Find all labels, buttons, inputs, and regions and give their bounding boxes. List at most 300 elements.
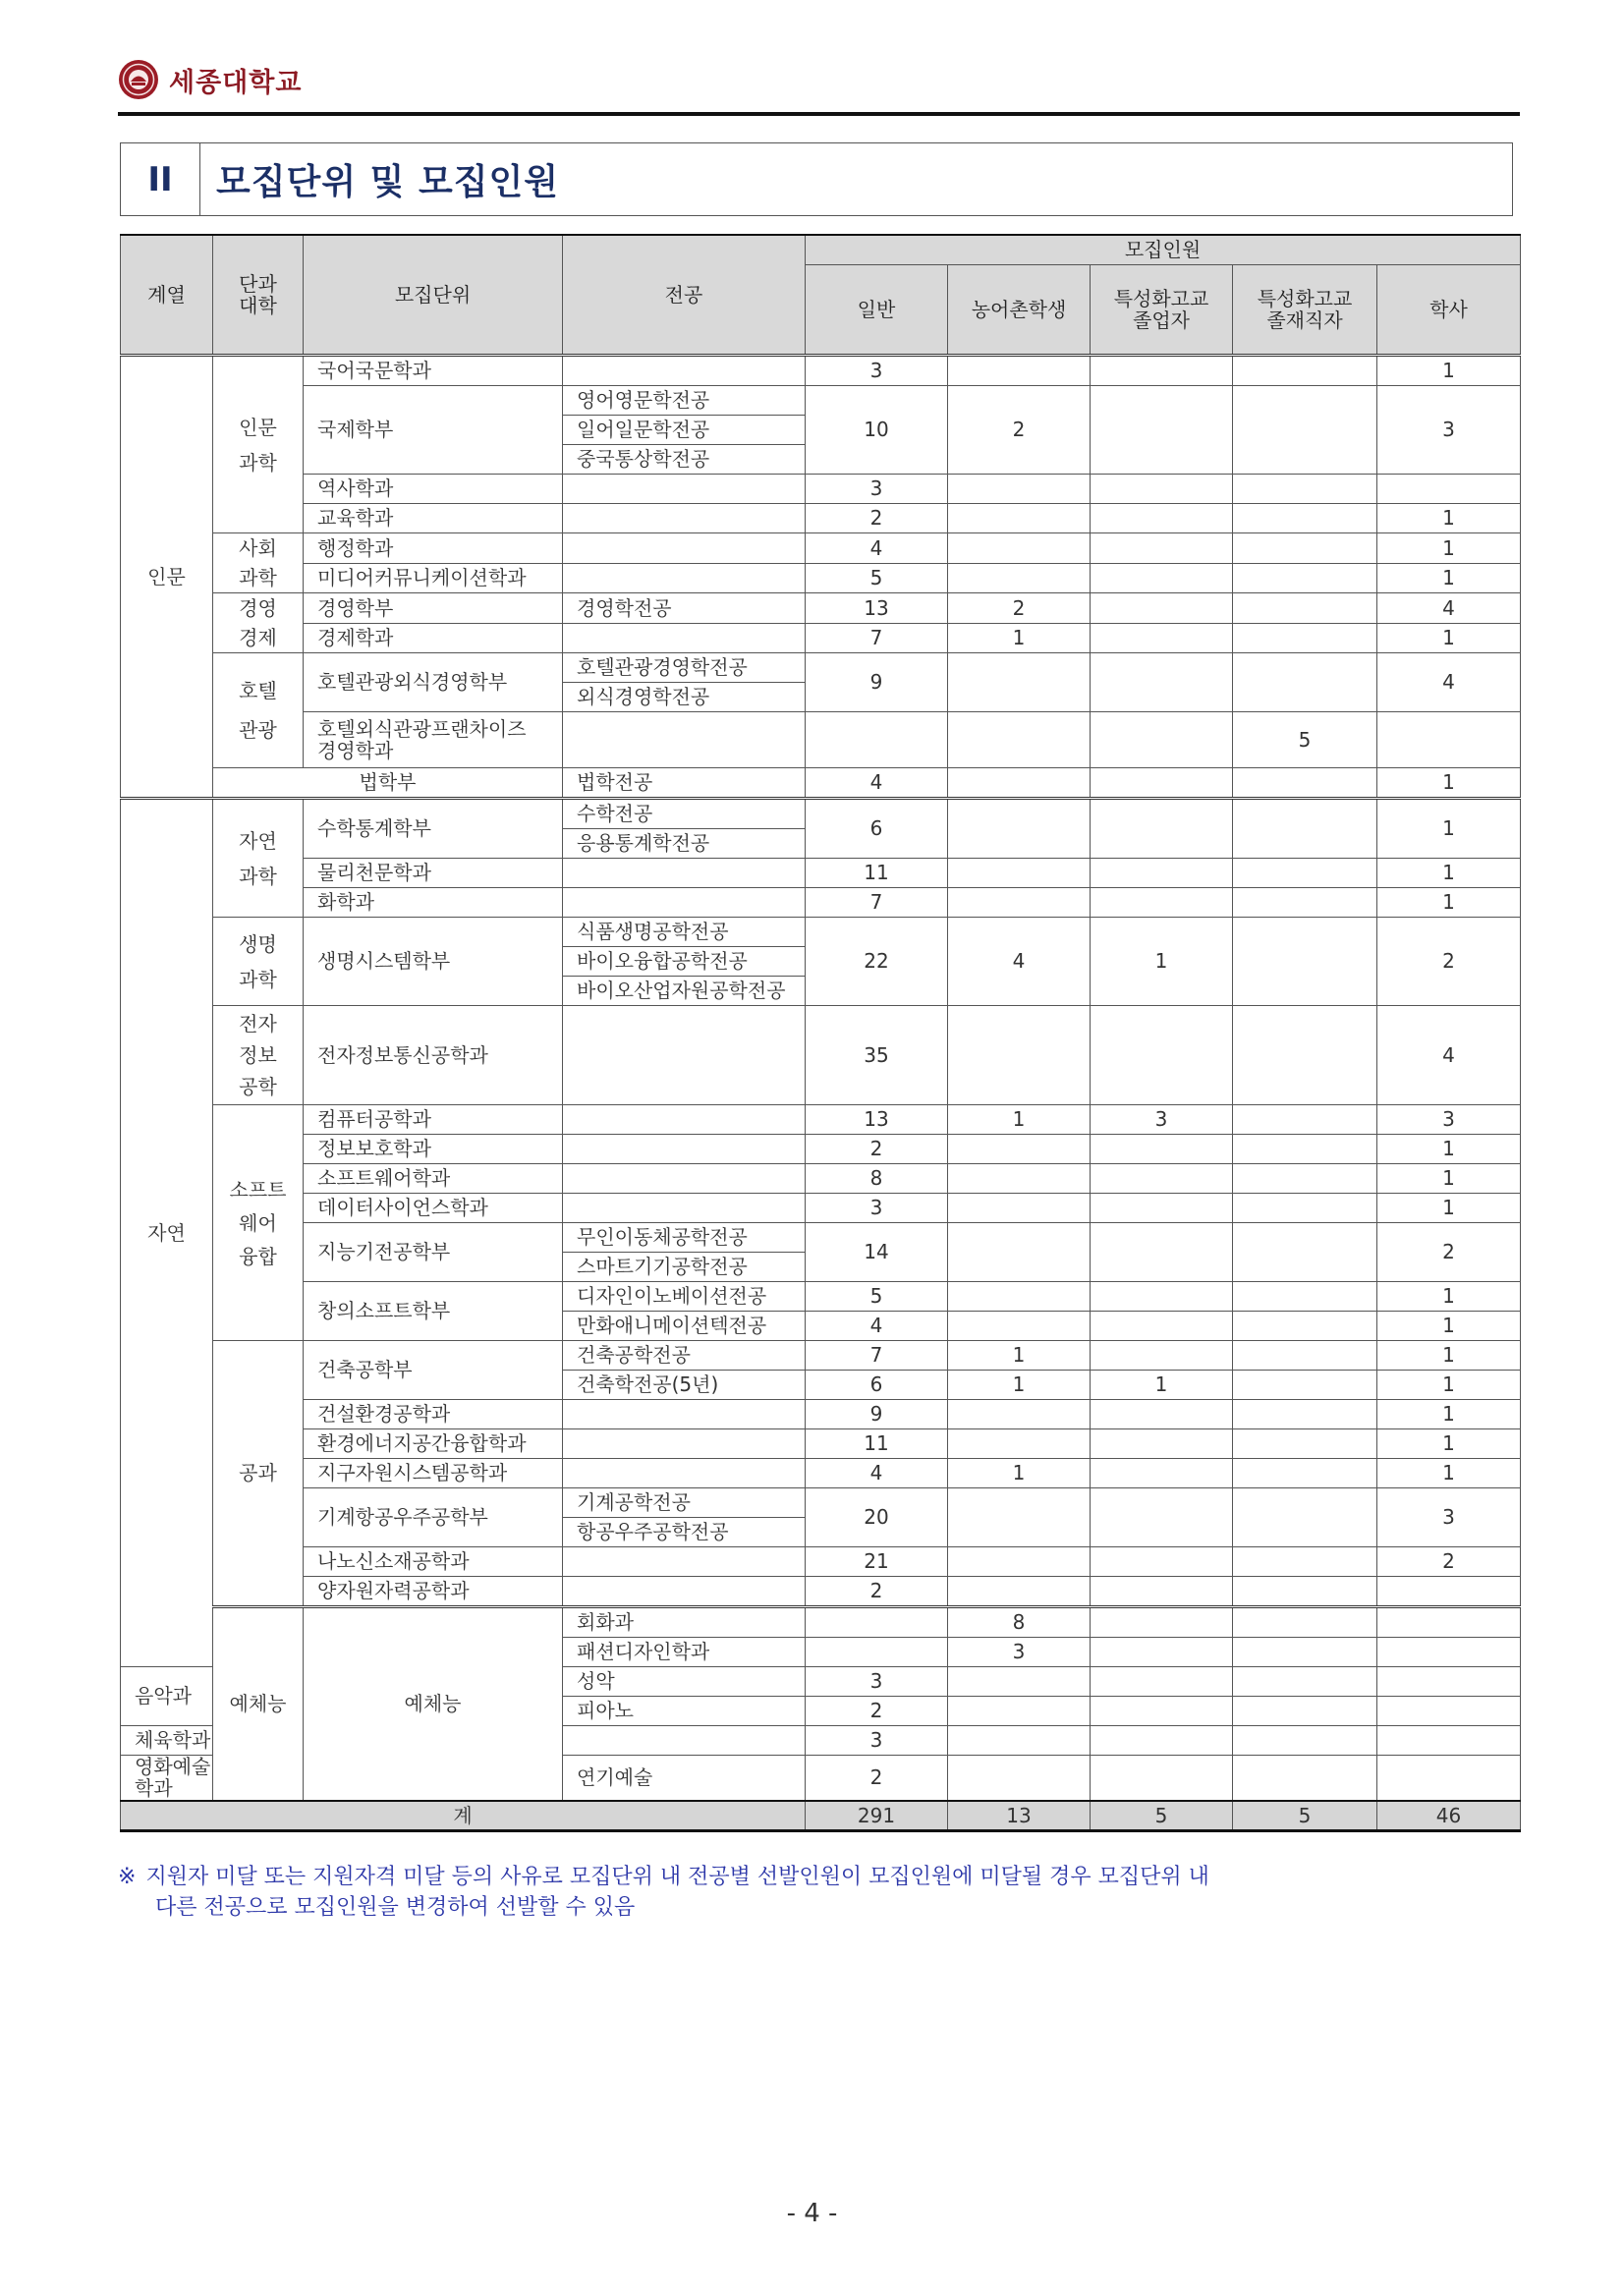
- voc-grad-cell: [1091, 1488, 1233, 1547]
- college-life-science: 생명 과학: [213, 918, 304, 1006]
- general-cell: 4: [806, 1459, 948, 1488]
- rural-cell: [948, 1756, 1091, 1801]
- rural-cell: [948, 504, 1091, 533]
- major-cell: 수학전공: [563, 799, 806, 829]
- unit-cell: 화학과: [304, 888, 563, 918]
- bachelor-cell: 1: [1377, 1282, 1521, 1312]
- major-cell: 성악: [563, 1667, 806, 1697]
- unit-cell: 회화과: [563, 1607, 806, 1638]
- rural-cell: [948, 1667, 1091, 1697]
- voc-emp-cell: [1233, 1577, 1377, 1607]
- unit-cell: 창의소프트학부: [304, 1282, 563, 1341]
- bachelor-cell: 2: [1377, 1547, 1521, 1577]
- bachelor-cell: 4: [1377, 593, 1521, 624]
- bachelor-cell: 4: [1377, 653, 1521, 712]
- voc-emp-cell: [1233, 1164, 1377, 1194]
- bachelor-cell: 1: [1377, 888, 1521, 918]
- rural-cell: [1091, 1638, 1233, 1667]
- university-name: 세종대학교: [169, 67, 303, 98]
- major-cell: [563, 1006, 806, 1105]
- major-cell: 건축학전공(5년): [563, 1371, 806, 1400]
- voc-grad-cell: [1233, 1638, 1377, 1667]
- unit-cell: 물리천문학과: [304, 859, 563, 888]
- voc-grad-cell: 1: [1091, 918, 1233, 1006]
- major-cell: 만화애니메이션텍전공: [563, 1312, 806, 1341]
- major-cell: [563, 356, 806, 386]
- voc-grad-cell: [1091, 1341, 1233, 1371]
- general-cell: 4: [806, 1312, 948, 1341]
- rural-cell: [948, 1697, 1091, 1726]
- header-unit: 모집단위: [304, 235, 563, 356]
- header-voc-employed: 특성화고교 졸재직자: [1233, 265, 1377, 356]
- reference-mark: ※: [118, 1865, 137, 1889]
- unit-cell: 건축공학부: [304, 1341, 563, 1400]
- voc-emp-cell: [1233, 1006, 1377, 1105]
- general-cell: 13: [806, 593, 948, 624]
- bachelor-cell: 1: [1377, 1341, 1521, 1371]
- general-cell: 35: [806, 1006, 948, 1105]
- rural-cell: [948, 1135, 1091, 1164]
- rural-cell: [948, 475, 1091, 504]
- major-cell: [563, 1194, 806, 1223]
- major-cell: [563, 1726, 806, 1756]
- major-cell: [563, 1400, 806, 1429]
- field-humanities: 인문: [121, 356, 213, 799]
- unit-cell: 데이터사이언스학과: [304, 1194, 563, 1223]
- general-cell: 7: [806, 888, 948, 918]
- bachelor-cell: 2: [1377, 1223, 1521, 1282]
- footnote-line-1: [118, 1862, 1493, 1892]
- general-cell: 14: [806, 1223, 948, 1282]
- total-bachelor: 46: [1377, 1801, 1521, 1831]
- page-number: - 4 -: [786, 2199, 838, 2228]
- major-cell: 바이오융합공학전공: [563, 947, 806, 977]
- major-cell: [563, 888, 806, 918]
- unit-cell: 미디어커뮤니케이션학과: [304, 563, 563, 593]
- unit-cell: 컴퓨터공학과: [304, 1105, 563, 1135]
- header-voc-grad: 특성화고교 졸업자: [1091, 265, 1233, 356]
- rural-cell: [948, 859, 1091, 888]
- major-cell: 외식경영학전공: [563, 683, 806, 712]
- voc-emp-cell: [1233, 1135, 1377, 1164]
- unit-cell: 행정학과: [304, 533, 563, 564]
- footnote-text-2: 다른 전공으로 모집인원을 변경하여 선발할 수 있음: [155, 1895, 636, 1920]
- bachelor-cell: 3: [1377, 1488, 1521, 1547]
- rural-cell: [948, 1726, 1091, 1756]
- rural-cell: 4: [948, 918, 1091, 1006]
- bachelor-cell: 1: [1377, 1371, 1521, 1400]
- major-cell: 무인이동체공학전공: [563, 1223, 806, 1253]
- bachelor-cell: [1377, 1667, 1521, 1697]
- general-cell: 3: [806, 1194, 948, 1223]
- bachelor-cell: [1377, 1577, 1521, 1607]
- rural-cell: [948, 1312, 1091, 1341]
- major-cell: 응용통계학전공: [563, 829, 806, 859]
- section-number: II: [121, 143, 200, 215]
- general-cell: 20: [806, 1488, 948, 1547]
- major-cell: 바이오산업자원공학전공: [563, 977, 806, 1006]
- voc-grad-cell: [1091, 653, 1233, 712]
- unit-cell: 건설환경공학과: [304, 1400, 563, 1429]
- total-label: 계: [121, 1801, 806, 1831]
- rural-cell: [948, 1282, 1091, 1312]
- general-cell: 5: [806, 563, 948, 593]
- major-cell: [563, 623, 806, 653]
- unit-cell: 패션디자인학과: [563, 1638, 806, 1667]
- voc-grad-cell: 1: [1091, 1371, 1233, 1400]
- college-hotel: 호텔 관광: [213, 653, 304, 768]
- bachelor-cell: 1: [1377, 533, 1521, 564]
- voc-emp-cell: [1233, 1726, 1377, 1756]
- major-cell: [563, 1459, 806, 1488]
- bachelor-cell: 1: [1377, 504, 1521, 533]
- voc-grad-cell: [1091, 859, 1233, 888]
- rural-cell: 2: [948, 386, 1091, 475]
- voc-grad-cell: [1091, 1400, 1233, 1429]
- major-cell: 피아노: [563, 1697, 806, 1726]
- unit-cell: 지구자원시스템공학과: [304, 1459, 563, 1488]
- voc-emp-cell: [1377, 1607, 1521, 1638]
- unit-cell: 정보보호학과: [304, 1135, 563, 1164]
- voc-grad-cell: [1091, 1194, 1233, 1223]
- general-cell: 3: [806, 1726, 948, 1756]
- university-seal-icon: [118, 59, 159, 100]
- general-cell: 5: [806, 1282, 948, 1312]
- major-cell: [563, 1164, 806, 1194]
- voc-emp-cell: [1233, 799, 1377, 859]
- unit-cell: 소프트웨어학과: [304, 1164, 563, 1194]
- major-cell: 영어영문학전공: [563, 386, 806, 416]
- voc-grad-cell: 3: [1091, 1105, 1233, 1135]
- field-natural: 자연: [121, 799, 213, 1667]
- field-arts: 예체능: [213, 1607, 304, 1801]
- section-title-box: [120, 142, 1513, 216]
- voc-emp-cell: [1233, 918, 1377, 1006]
- total-rural: 13: [948, 1801, 1091, 1831]
- header-major: 전공: [563, 235, 806, 356]
- major-cell: [806, 1638, 948, 1667]
- major-cell: 연기예술: [563, 1756, 806, 1801]
- voc-emp-cell: [1233, 768, 1377, 799]
- college-electronics: 전자 정보 공학: [213, 1006, 304, 1105]
- general-cell: 3: [806, 475, 948, 504]
- voc-emp-cell: [1233, 1459, 1377, 1488]
- bachelor-cell: [1377, 475, 1521, 504]
- general-cell: 3: [806, 1667, 948, 1697]
- voc-emp-cell: [1233, 593, 1377, 624]
- bachelor-cell: 2: [1377, 918, 1521, 1006]
- rural-cell: [948, 356, 1091, 386]
- major-cell: [563, 1429, 806, 1459]
- voc-emp-cell: [1233, 1223, 1377, 1282]
- rural-cell: [948, 1547, 1091, 1577]
- rural-cell: [948, 1577, 1091, 1607]
- voc-grad-cell: [1091, 799, 1233, 859]
- general-cell: [806, 712, 948, 768]
- general-cell: 6: [806, 799, 948, 859]
- general-cell: 2: [806, 1697, 948, 1726]
- bachelor-cell: [1377, 1697, 1521, 1726]
- unit-cell: 교육학과: [304, 504, 563, 533]
- voc-grad-cell: [1091, 1282, 1233, 1312]
- bachelor-cell: 1: [1377, 859, 1521, 888]
- major-cell: 디자인이노베이션전공: [563, 1282, 806, 1312]
- header-bachelor: 학사: [1377, 265, 1521, 356]
- voc-grad-cell: [1091, 1756, 1233, 1801]
- bachelor-cell: 1: [1377, 1164, 1521, 1194]
- general-cell: 4: [806, 768, 948, 799]
- general-cell: 13: [806, 1105, 948, 1135]
- rural-cell: [948, 1429, 1091, 1459]
- rural-cell: [948, 533, 1091, 564]
- header-quota: 모집인원: [806, 235, 1521, 265]
- general-cell: 10: [806, 386, 948, 475]
- voc-emp-cell: [1233, 888, 1377, 918]
- bachelor-cell: 1: [1377, 563, 1521, 593]
- major-cell: 경영학전공: [563, 593, 806, 624]
- general-cell: 2: [806, 1756, 948, 1801]
- voc-emp-cell: [1233, 563, 1377, 593]
- college-natural-science: 자연 과학: [213, 799, 304, 918]
- major-cell: [563, 1105, 806, 1135]
- general-cell: 6: [806, 1371, 948, 1400]
- general-cell: 11: [806, 1429, 948, 1459]
- voc-grad-cell: [1091, 593, 1233, 624]
- footnote-text-1: 지원자 미달 또는 지원자격 미달 등의 사유로 모집단위 내 전공별 선발인원이 모집인원에 미달될 경우 모집단위 내: [145, 1865, 1209, 1889]
- voc-grad-cell: [1091, 623, 1233, 653]
- voc-grad-cell: [1091, 475, 1233, 504]
- voc-emp-cell: [1233, 1547, 1377, 1577]
- page-header: [118, 57, 302, 102]
- voc-grad-cell: [1091, 533, 1233, 564]
- unit-cell: 체육학과: [121, 1726, 213, 1756]
- unit-cell: 음악과: [121, 1667, 213, 1726]
- unit-cell: 호텔관광외식경영학부: [304, 653, 563, 712]
- major-cell: [563, 533, 806, 564]
- college-software: 소프트 웨어 융합: [213, 1105, 304, 1341]
- voc-grad-cell: [1091, 1667, 1233, 1697]
- voc-grad-cell: [1091, 1223, 1233, 1282]
- bachelor-cell: 1: [1377, 799, 1521, 859]
- voc-grad-cell: [1233, 1607, 1377, 1638]
- major-cell: 기계공학전공: [563, 1488, 806, 1518]
- voc-emp-cell: [1377, 1638, 1521, 1667]
- bachelor-cell: 1: [1377, 1429, 1521, 1459]
- voc-emp-cell: [1233, 653, 1377, 712]
- rural-cell: 1: [948, 1341, 1091, 1371]
- voc-grad-cell: [1091, 768, 1233, 799]
- header-general: 일반: [806, 265, 948, 356]
- rural-cell: [948, 1164, 1091, 1194]
- total-voc-emp: 5: [1233, 1801, 1377, 1831]
- bachelor-cell: [1377, 712, 1521, 768]
- voc-grad-cell: [1091, 888, 1233, 918]
- voc-emp-cell: [1233, 1312, 1377, 1341]
- general-cell: 8: [948, 1607, 1091, 1638]
- voc-emp-cell: [1233, 475, 1377, 504]
- bachelor-cell: 3: [1377, 386, 1521, 475]
- unit-cell: 영화예술학과: [121, 1756, 213, 1801]
- rural-cell: [1091, 1607, 1233, 1638]
- voc-emp-cell: [1233, 356, 1377, 386]
- general-cell: 2: [806, 1135, 948, 1164]
- bachelor-cell: 1: [1377, 1312, 1521, 1341]
- general-cell: 22: [806, 918, 948, 1006]
- general-cell: 2: [806, 504, 948, 533]
- voc-emp-cell: [1233, 1429, 1377, 1459]
- voc-grad-cell: [1091, 1726, 1233, 1756]
- voc-emp-cell: [1233, 1194, 1377, 1223]
- recruitment-table: [120, 234, 1521, 1832]
- unit-cell: 지능기전공학부: [304, 1223, 563, 1282]
- major-cell: [563, 475, 806, 504]
- rural-cell: [948, 563, 1091, 593]
- section-title: 모집단위 및 모집인원: [216, 162, 560, 202]
- general-cell: 7: [806, 1341, 948, 1371]
- rural-cell: [948, 1223, 1091, 1282]
- rural-cell: 1: [948, 1371, 1091, 1400]
- general-cell: 4: [806, 533, 948, 564]
- voc-emp-cell: [1233, 386, 1377, 475]
- college-humanities: 인문 과학: [213, 356, 304, 533]
- voc-grad-cell: [1091, 1312, 1233, 1341]
- unit-cell: 국제학부: [304, 386, 563, 475]
- bachelor-cell: 3: [1377, 1105, 1521, 1135]
- voc-grad-cell: [1091, 1006, 1233, 1105]
- college-engineering: 공과: [213, 1341, 304, 1607]
- voc-emp-cell: [1233, 533, 1377, 564]
- voc-grad-cell: [1091, 504, 1233, 533]
- total-voc-grad: 5: [1091, 1801, 1233, 1831]
- general-cell: 11: [806, 859, 948, 888]
- voc-grad-cell: [1091, 1164, 1233, 1194]
- header-field: 계열: [121, 235, 213, 356]
- major-cell: [806, 1607, 948, 1638]
- major-cell: 호텔관광경영학전공: [563, 653, 806, 683]
- voc-grad-cell: [1091, 1135, 1233, 1164]
- voc-grad-cell: [1091, 1697, 1233, 1726]
- bachelor-cell: 1: [1377, 1135, 1521, 1164]
- major-cell: 스마트기기공학전공: [563, 1253, 806, 1282]
- unit-cell: 생명시스템학부: [304, 918, 563, 1006]
- rural-cell: [948, 712, 1091, 768]
- bachelor-cell: 1: [1377, 1459, 1521, 1488]
- major-cell: 식품생명공학전공: [563, 918, 806, 947]
- general-cell: 7: [806, 623, 948, 653]
- rural-cell: [948, 768, 1091, 799]
- voc-emp-cell: [1233, 859, 1377, 888]
- rural-cell: [948, 1006, 1091, 1105]
- rural-cell: 1: [948, 623, 1091, 653]
- unit-cell: 국어국문학과: [304, 356, 563, 386]
- total-general: 291: [806, 1801, 948, 1831]
- voc-grad-cell: [1091, 1429, 1233, 1459]
- header-rural: 농어촌학생: [948, 265, 1091, 356]
- rural-cell: [948, 1400, 1091, 1429]
- voc-emp-cell: [1233, 1105, 1377, 1135]
- voc-emp-cell: [1233, 1371, 1377, 1400]
- unit-cell: 역사학과: [304, 475, 563, 504]
- bachelor-cell: 1: [1377, 623, 1521, 653]
- rural-cell: [948, 888, 1091, 918]
- major-cell: 법학전공: [563, 768, 806, 799]
- header-rule: [118, 112, 1520, 116]
- voc-grad-cell: [1091, 1459, 1233, 1488]
- voc-emp-cell: [1233, 623, 1377, 653]
- major-cell: [563, 712, 806, 768]
- unit-cell: 경제학과: [304, 623, 563, 653]
- unit-cell: 경영학부: [304, 593, 563, 624]
- general-cell: 2: [806, 1577, 948, 1607]
- major-cell: 중국통상학전공: [563, 445, 806, 475]
- general-cell: 21: [806, 1547, 948, 1577]
- voc-emp-cell: [1233, 1697, 1377, 1726]
- major-cell: 일어일문학전공: [563, 416, 806, 445]
- voc-emp-cell: [1233, 1667, 1377, 1697]
- voc-emp-cell: [1233, 1341, 1377, 1371]
- voc-grad-cell: [1091, 1547, 1233, 1577]
- rural-cell: 1: [948, 1459, 1091, 1488]
- major-cell: [563, 563, 806, 593]
- major-cell: [563, 1577, 806, 1607]
- voc-emp-cell: [1233, 1756, 1377, 1801]
- major-cell: 건축공학전공: [563, 1341, 806, 1371]
- voc-emp-cell: [1233, 504, 1377, 533]
- major-cell: [563, 504, 806, 533]
- unit-cell: 법학부: [213, 768, 563, 799]
- general-cell: 8: [806, 1164, 948, 1194]
- unit-cell: 수학통계학부: [304, 799, 563, 859]
- bachelor-cell: [1377, 1726, 1521, 1756]
- voc-grad-cell: [1091, 356, 1233, 386]
- rural-cell: 2: [948, 593, 1091, 624]
- unit-cell: 환경에너지공간융합학과: [304, 1429, 563, 1459]
- voc-grad-cell: [1091, 1577, 1233, 1607]
- bachelor-cell: 1: [1377, 1194, 1521, 1223]
- unit-cell: 호텔외식관광프랜차이즈 경영학과: [304, 712, 563, 768]
- major-cell: 항공우주공학전공: [563, 1518, 806, 1547]
- rural-cell: [948, 1194, 1091, 1223]
- voc-emp-cell: 5: [1233, 712, 1377, 768]
- footnote: [118, 1862, 1493, 1923]
- general-cell: 3: [948, 1638, 1091, 1667]
- voc-grad-cell: [1091, 563, 1233, 593]
- total-row: [121, 1801, 1521, 1831]
- rural-cell: [948, 1488, 1091, 1547]
- major-cell: [563, 1547, 806, 1577]
- voc-emp-cell: [1233, 1282, 1377, 1312]
- major-cell: [563, 1135, 806, 1164]
- college-social: 사회 과학: [213, 533, 304, 593]
- voc-emp-cell: [1233, 1400, 1377, 1429]
- bachelor-cell: 4: [1377, 1006, 1521, 1105]
- college-business: 경영 경제: [213, 593, 304, 653]
- general-cell: 3: [806, 356, 948, 386]
- general-cell: 9: [806, 1400, 948, 1429]
- college-arts: 예체능: [304, 1607, 563, 1801]
- unit-cell: 전자정보통신공학과: [304, 1006, 563, 1105]
- unit-cell: 양자원자력공학과: [304, 1577, 563, 1607]
- rural-cell: [948, 653, 1091, 712]
- rural-cell: [948, 799, 1091, 859]
- header-college: 단과 대학: [213, 235, 304, 356]
- voc-emp-cell: [1233, 1488, 1377, 1547]
- bachelor-cell: [1377, 1756, 1521, 1801]
- bachelor-cell: 1: [1377, 1400, 1521, 1429]
- general-cell: 9: [806, 653, 948, 712]
- unit-cell: 나노신소재공학과: [304, 1547, 563, 1577]
- voc-grad-cell: [1091, 712, 1233, 768]
